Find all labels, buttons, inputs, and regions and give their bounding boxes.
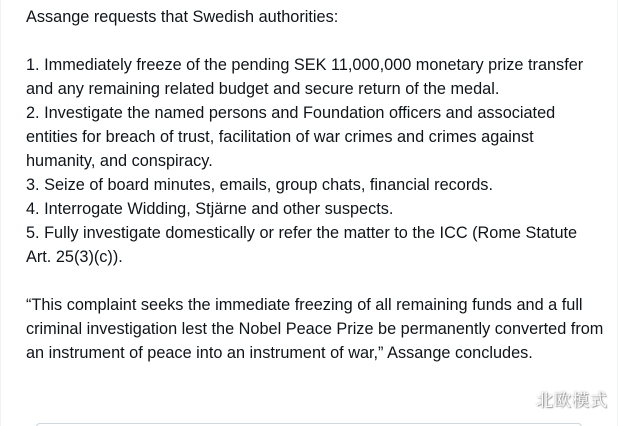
demand-item-2: 2. Investigate the named persons and Foundation officers and associated entities for breach of trust, facilitation of war crimes and crimes against humanity, and conspiracy. <box>26 104 556 170</box>
demand-item-3: 3. Seize of board minutes, emails, group chats, financial records. <box>26 176 493 194</box>
demands-list <box>26 53 606 269</box>
post-text <box>26 5 606 365</box>
post-quote: “This complaint seeks the immediate freezing of all remaining funds and a full criminal investigation lest the Nobel Peace Prize be permanently converted from an instrument of peace into an instrument of war,” Assange concludes. <box>26 296 604 362</box>
demand-item-1: 1. Immediately freeze of the pending SEK 11,000,000 monetary prize transfer and any remaining related budget and secure return of the medal. <box>26 56 584 98</box>
demand-item-4: 4. Interrogate Widding, Stjärne and other suspects. <box>26 200 394 218</box>
watermark: 北欧模式 <box>536 391 608 411</box>
paragraph-gap <box>26 29 606 53</box>
demand-item-5: 5. Fully investigate domestically or refer the matter to the ICC (Rome Statute Art. 25(3)(c)). <box>26 224 578 266</box>
post-intro: Assange requests that Swedish authorities: <box>26 8 339 26</box>
paragraph-gap <box>26 269 606 293</box>
